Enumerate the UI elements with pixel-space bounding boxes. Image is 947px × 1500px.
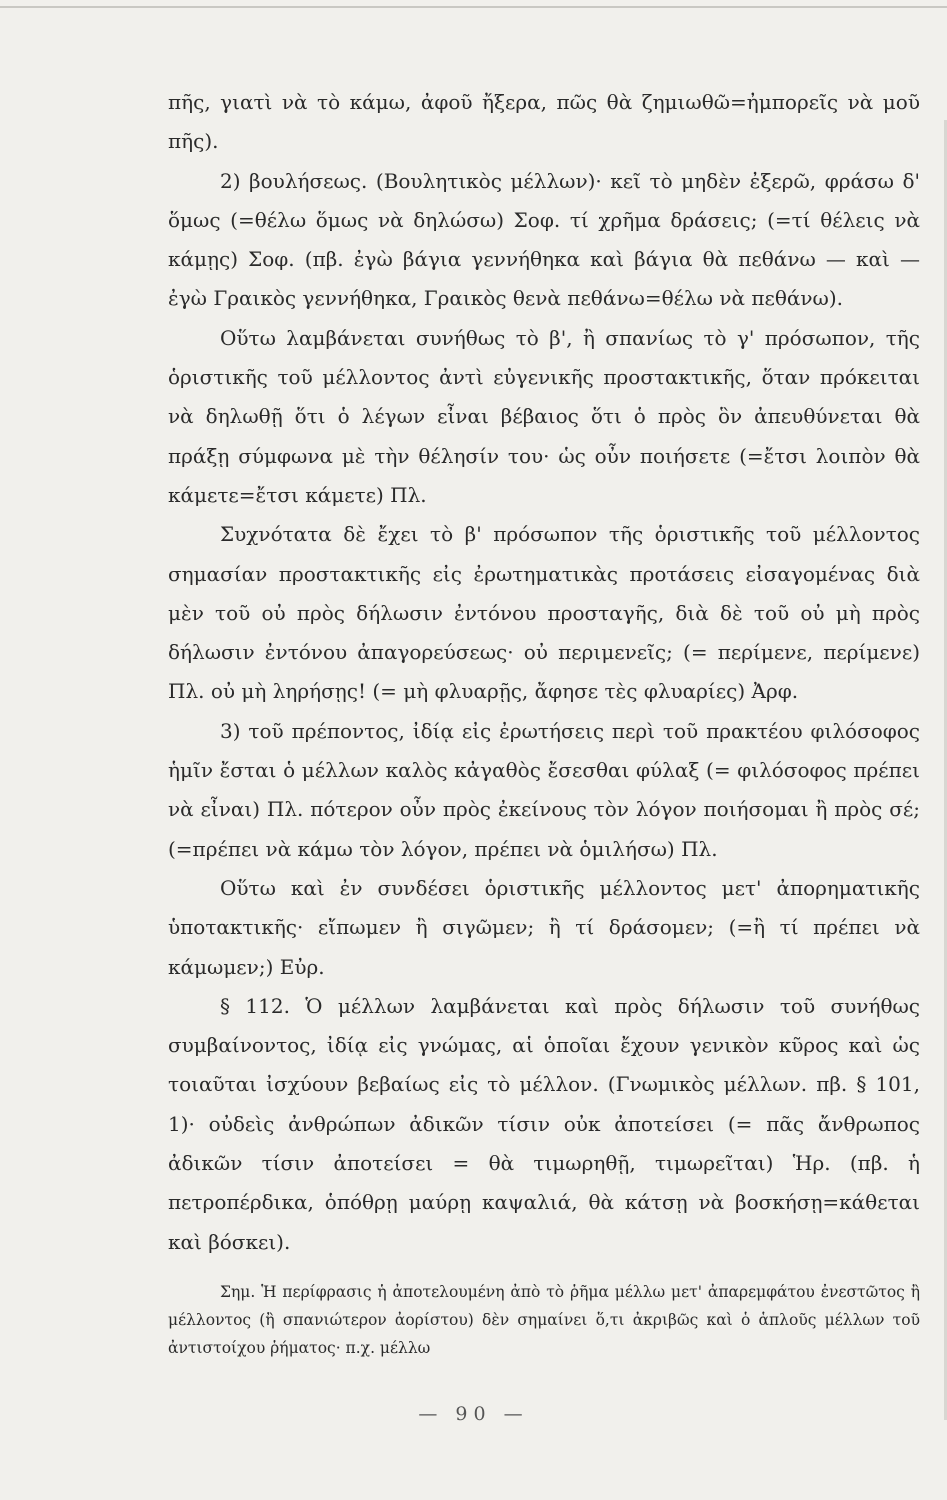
- body-text: [168, 83, 920, 1362]
- paragraph-4: Συχνότατα δὲ ἔχει τὸ β' πρόσωπον τῆς ὁριστικῆς τοῦ μέλλοντος σημασίαν προστακτικῆς εἰς ἐρωτηματικὰς προτάσεις εἰσαγομένας διὰ μὲν τοῦ οὐ πρὸς δήλωσιν ἐντόνου προσταγῆς, διὰ δὲ τοῦ οὐ μὴ πρὸς δήλωσιν ἐντόνου ἀπαγορεύσεως· οὐ περιμενεῖς; (= περίμενε, περίμενε) Πλ. οὐ μὴ ληρήσῃς! (= μὴ φλυαρῇς, ἄφησε τὲς φλυαρίες) Ἀρφ.: [168, 522, 920, 704]
- page-number: — 90 —: [418, 1403, 529, 1425]
- paragraph-7: § 112. Ὁ μέλλων λαμβάνεται καὶ πρὸς δήλωσιν τοῦ συνήθως συμβαίνοντος, ἰδίᾳ εἰς γνώμας, αἱ ὁποῖαι ἔχουν γενικὸν κῦρος καὶ ὡς τοιαῦται ἰσχύουν βεβαίως εἰς τὸ μέλλον. (Γνωμικὸς μέλλων. πβ. § 101, 1)· οὐδεὶς ἀνθρώπων ἀδικῶν τίσιν οὐκ ἀποτείσει (= πᾶς ἄνθρωπος ἀδικῶν τίσιν ἀποτείσει = θὰ τιμωρηθῇ, τιμωρεῖται) Ἡρ. (πβ. ἡ πετροπέρδικα, ὁπόθρῃ μαύρῃ καψαλιά, θὰ κάτσῃ νὰ βοσκήσῃ=κάθεται καὶ βόσκει).: [168, 993, 920, 1254]
- paragraph-3: Οὕτω λαμβάνεται συνήθως τὸ β', ἢ σπανίως τὸ γ' πρόσωπον, τῆς ὁριστικῆς τοῦ μέλλοντος ἀντὶ εὐγενικῆς προστακτικῆς, ὅταν πρόκειται νὰ δηλωθῇ ὅτι ὁ λέγων εἶναι βέβαιος ὅτι ὁ πρὸς ὃν ἀπευθύνεται θὰ πράξῃ σύμφωνα μὲ τὴν θέλησίν του· ὡς οὖν ποιήσετε (=ἔτσι λοιπὸν θὰ κάμετε=ἔτσι κάμετε) Πλ.: [168, 325, 920, 507]
- page-top-border: [0, 6, 947, 8]
- paragraph-5: 3) τοῦ πρέποντος, ἰδίᾳ εἰς ἐρωτήσεις περὶ τοῦ πρακτέου φιλόσοφος ἡμῖν ἔσται ὁ μέλλων καλὸς κἀγαθὸς ἔσεσθαι φύλαξ (= φιλόσοφος πρέπει νὰ εἶναι) Πλ. πότερον οὖν πρὸς ἐκείνους τὸν λόγον ποιήσομαι ἢ πρὸς σέ; (=πρέπει νὰ κάμω τὸν λόγον, πρέπει νὰ ὁμιλήσω) Πλ.: [168, 718, 920, 861]
- footnote: Σημ. Ἡ περίφρασις ἡ ἀποτελουμένη ἀπὸ τὸ ῥῆμα μέλλω μετ' ἀπαρεμφάτου ἐνεστῶτος ἢ μέλλοντος (ἢ σπανιώτερον ἀορίστου) δὲν σημαίνει ὅ,τι ἀκριβῶς καὶ ὁ ἁπλοῦς μέλλων τοῦ ἀντιστοίχου ῥήματος· π.χ. μέλλω: [168, 1282, 920, 1357]
- paragraph-1: πῆς, γιατὶ νὰ τὸ κάμω, ἀφοῦ ἤξερα, πῶς θὰ ζημιωθῶ=ἠμπορεῖς νὰ μοῦ πῆς).: [168, 90, 920, 154]
- paragraph-2: 2) βουλήσεως. (Βουλητικὸς μέλλων)· κεῖ τὸ μηδὲν ἐξερῶ, φράσω δ' ὅμως (=θέλω ὅμως νὰ δηλώσω) Σοφ. τί χρῆμα δράσεις; (=τί θέλεις νὰ κάμῃς) Σοφ. (πβ. ἐγὼ βάγια γεννήθηκα καὶ βάγια θὰ πεθάνω — καὶ — ἐγὼ Γραικὸς γεννήθηκα, Γραικὸς θενὰ πεθάνω=θέλω νὰ πεθάνω).: [168, 168, 920, 311]
- paragraph-6: Οὕτω καὶ ἐν συνδέσει ὁριστικῆς μέλλοντος μετ' ἀπορηματικῆς ὑποτακτικῆς· εἴπωμεν ἢ σιγῶμεν; ἢ τί δράσομεν; (=ἢ τί πρέπει νὰ κάμωμεν;) Εὐρ.: [168, 875, 920, 979]
